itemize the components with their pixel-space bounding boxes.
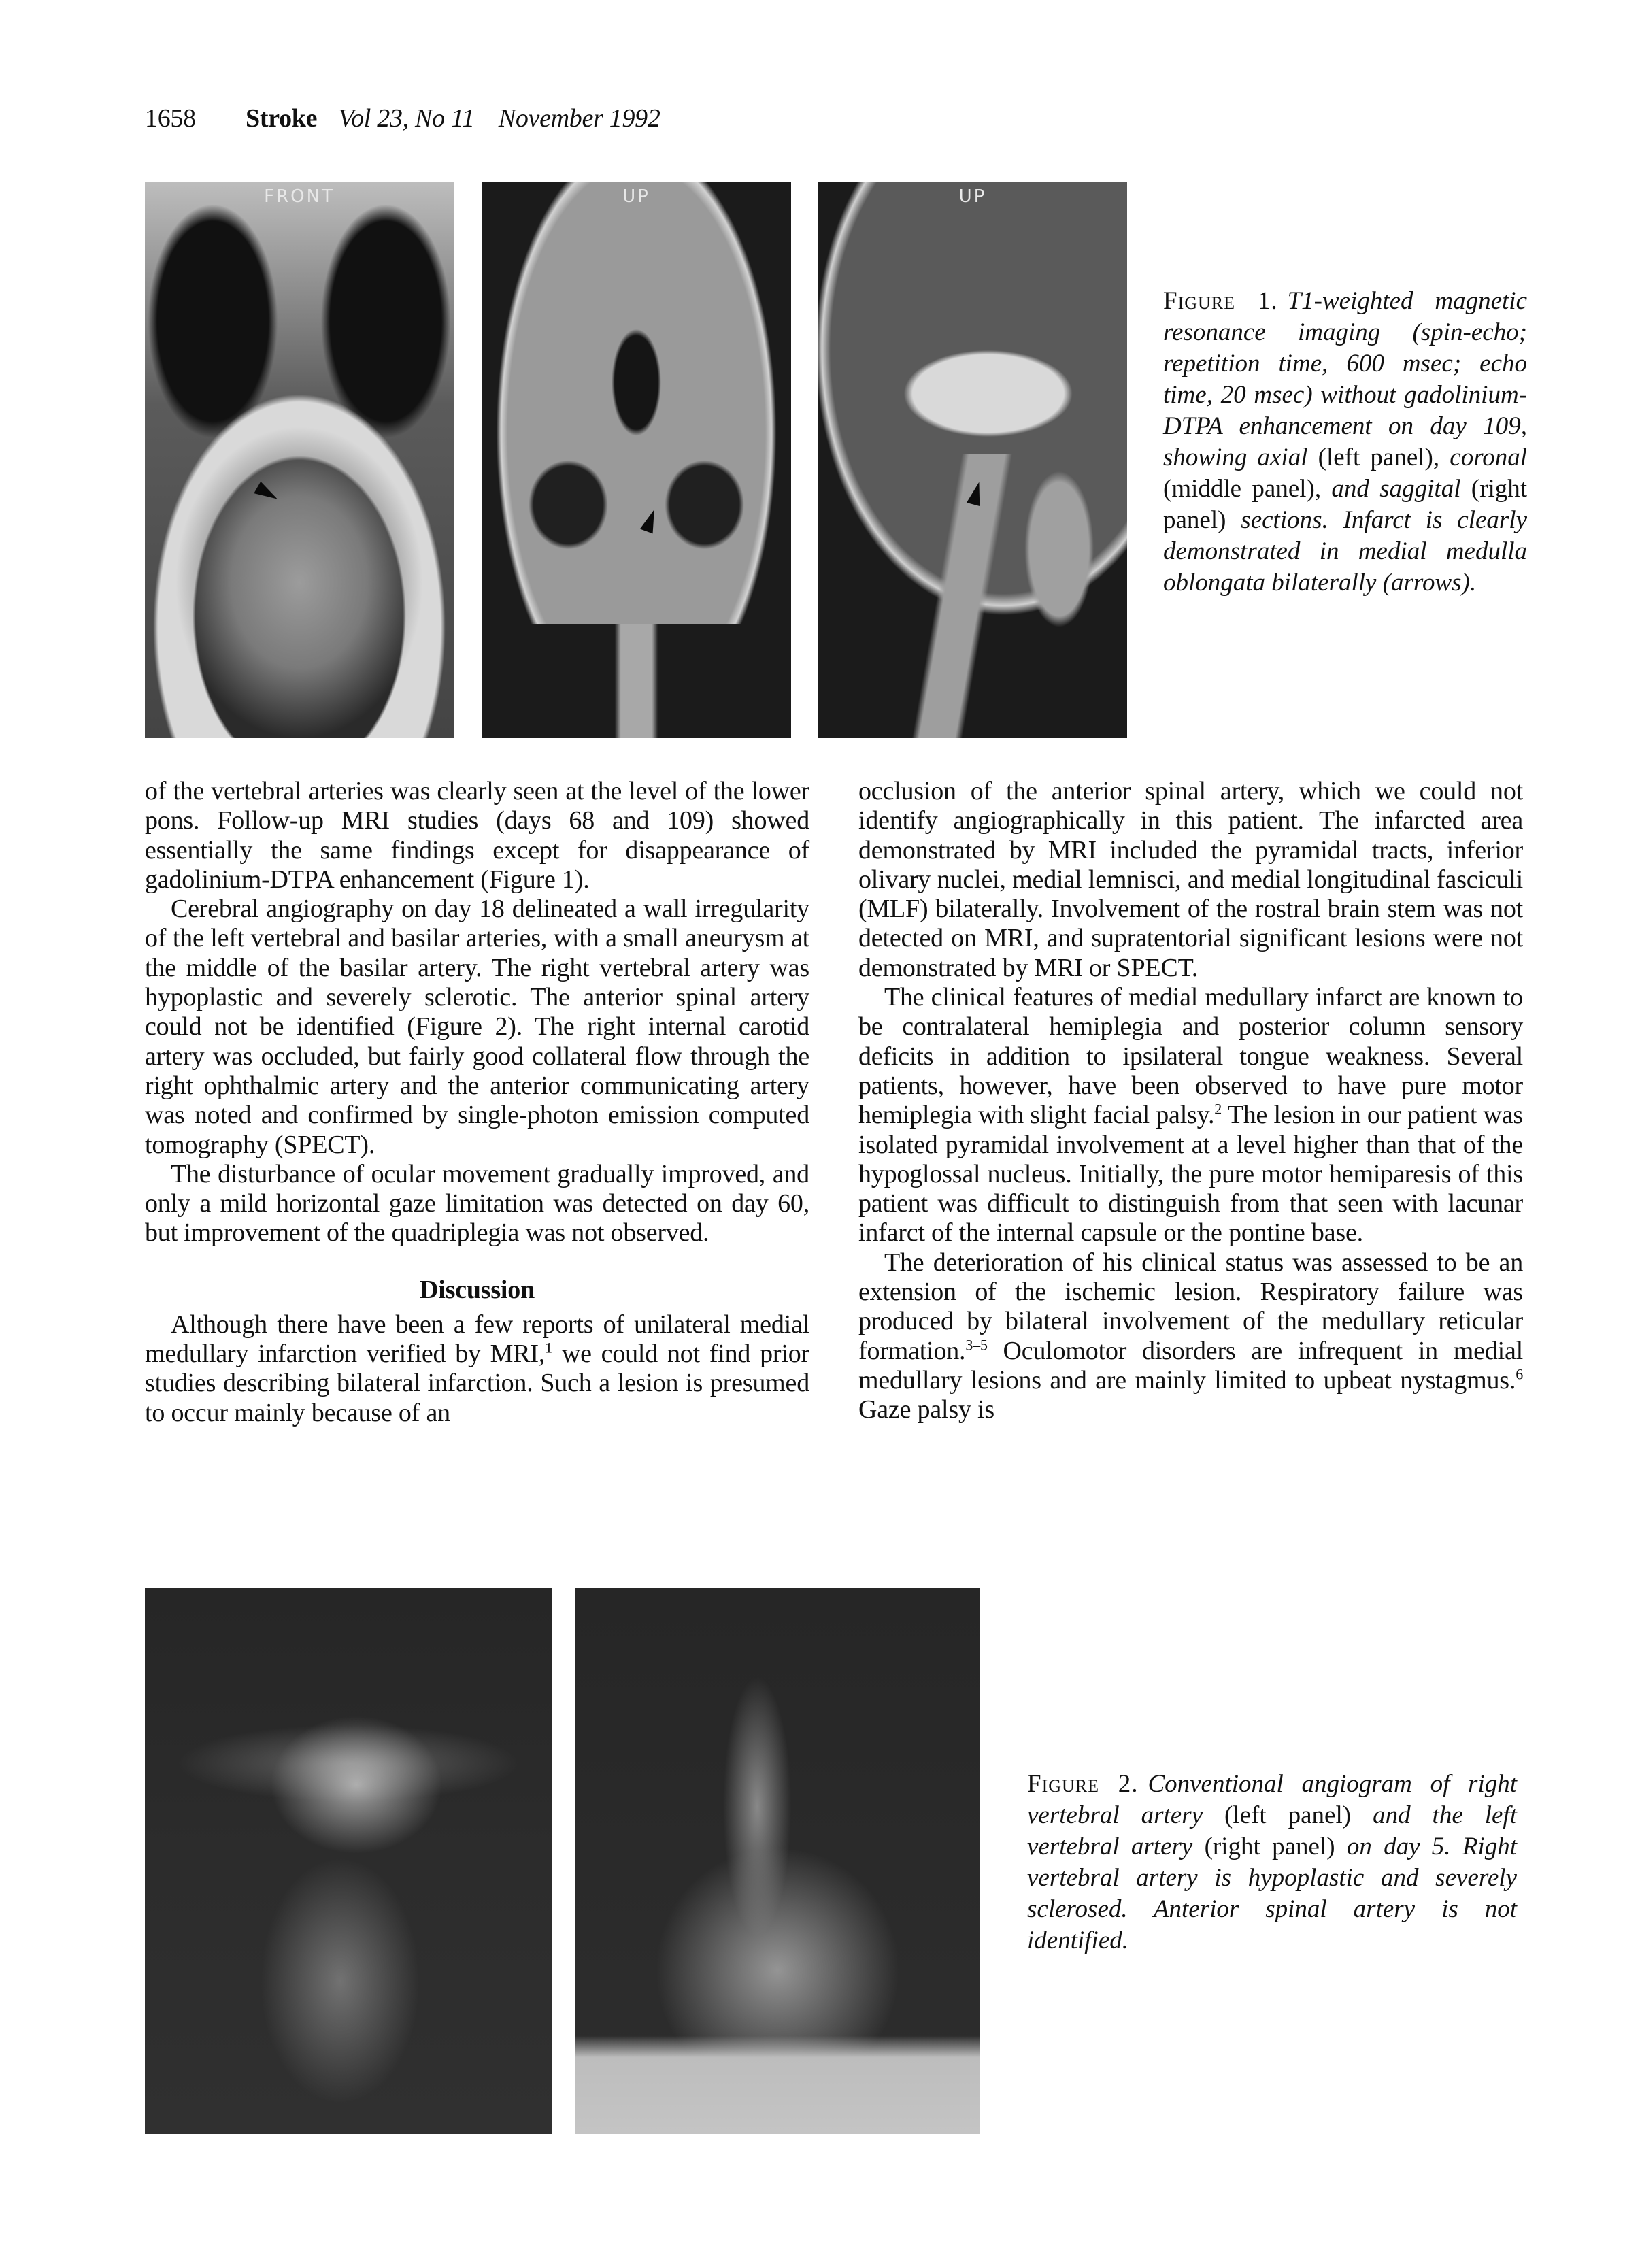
paragraph bbox=[145, 1310, 809, 1428]
orientation-label: FRONT bbox=[264, 186, 335, 207]
journal-issue: Vol 23, No 11 bbox=[338, 104, 475, 133]
figure-label: Figure 1. bbox=[1163, 287, 1278, 315]
reference-marker[interactable]: 6 bbox=[1516, 1365, 1523, 1383]
paragraph-text: Although there have been a few reports of unilateral medial medullary infarction verified by MRI, bbox=[145, 1310, 809, 1369]
arrow-icon bbox=[640, 507, 660, 534]
paragraph-text: The deterioration of his clinical status was assessed to be an extension of the ischemic lesion. Respiratory failure was produced by bilateral involvement of the medullary reticular formation. bbox=[858, 1248, 1523, 1365]
paragraph bbox=[858, 983, 1523, 1248]
paragraph-text: Oculomotor disorders are infrequent in medial medullary lesions and are mainly limited to upbeat nystagmus. bbox=[858, 1336, 1523, 1395]
caption-text: (middle panel), bbox=[1163, 475, 1332, 503]
caption-text: Conventional angiogram of right vertebral artery bbox=[1027, 1770, 1518, 1829]
journal-name: Stroke bbox=[246, 104, 318, 133]
body-column-right bbox=[858, 777, 1523, 1425]
reference-marker[interactable]: 2 bbox=[1214, 1100, 1222, 1118]
figure-label: Figure 2. bbox=[1027, 1770, 1139, 1798]
figure1-sagittal-mri-panel bbox=[818, 182, 1127, 738]
section-heading-discussion: Discussion bbox=[419, 1275, 535, 1304]
caption-text: on day 5. Right vertebral artery is hypoplastic and severely sclerosed. Anterior spinal artery is not identified. bbox=[1027, 1833, 1517, 1954]
caption-text: (left panel) bbox=[1203, 1801, 1373, 1829]
figure1-coronal-mri-panel bbox=[482, 182, 791, 738]
figure2-right-vertebral-angiogram-panel bbox=[145, 1588, 552, 2134]
figure2-caption bbox=[1027, 1769, 1517, 1956]
caption-text: (right panel) bbox=[1163, 475, 1528, 534]
caption-text: and saggital bbox=[1331, 475, 1461, 503]
orientation-label: UP bbox=[622, 186, 650, 207]
paragraph-text: The clinical features of medial medullary infarct are known to be contralateral hemiplegia and posterior column sensory deficits in addition to ipsilateral tongue weakness. Several patients, however, have been observed to have pure motor hemiplegia with slight facial palsy. bbox=[858, 983, 1523, 1130]
paragraph: Cerebral angiography on day 18 delineated a wall irregularity of the left vertebral and basilar arteries, with a small aneurysm at the middle of the basilar artery. The right vertebral artery was hypoplastic and severely sclerotic. The anterior spinal artery could not be identified (Figure 2). The right internal carotid artery was occluded, but fairly good collateral flow through the right ophthalmic artery and the anterior communicating artery was noted and confirmed by single-photon emission computed tomography (SPECT). bbox=[145, 895, 809, 1159]
paragraph-text: Gaze palsy is bbox=[858, 1395, 994, 1424]
figure2-left-vertebral-angiogram-panel bbox=[575, 1588, 980, 2134]
running-head bbox=[145, 103, 660, 133]
page-number: 1658 bbox=[145, 104, 196, 133]
arrow-icon bbox=[967, 480, 986, 506]
reference-marker[interactable]: 3–5 bbox=[965, 1335, 988, 1353]
caption-text: (right panel) bbox=[1192, 1833, 1347, 1861]
paragraph-text: we could not find prior studies describing bilateral infarction. Such a lesion is presumed to occur mainly because of an bbox=[145, 1339, 809, 1427]
orientation-label: UP bbox=[958, 186, 987, 207]
paragraph: of the vertebral arteries was clearly seen at the level of the lower pons. Follow-up MRI studies (days 68 and 109) showed essentially the same findings except for disappearance of gadolinium-DTPA enhancement (Figure 1). bbox=[145, 777, 809, 894]
body-column-left bbox=[145, 777, 809, 1428]
publication-date: November 1992 bbox=[498, 104, 660, 133]
reference-marker[interactable]: 1 bbox=[545, 1339, 552, 1356]
caption-text: (left panel), bbox=[1307, 444, 1450, 471]
caption-text: and the left vertebral artery bbox=[1027, 1801, 1517, 1861]
paragraph-text: The lesion in our patient was isolated pyramidal involvement at a level higher than that of the hypoglossal nucleus. Initially, the pure motor hemiparesis of this patient was difficult to distinguish from that seen with lacunar infarct of the internal capsule or the pontine base. bbox=[858, 1101, 1523, 1248]
paragraph bbox=[858, 1248, 1523, 1425]
arrow-icon bbox=[254, 482, 280, 505]
paragraph: occlusion of the anterior spinal artery, which we could not identify angiographically in this patient. The infarcted area demonstrated by MRI included the pyramidal tracts, inferior olivary nuclei, medial lemnisci, and medial longitudinal fasciculi (MLF) bilaterally. Involvement of the rostral brain stem was not detected on MRI, and supratentorial significant lesions were not demonstrated by MRI or SPECT. bbox=[858, 777, 1523, 982]
caption-text: coronal bbox=[1450, 444, 1527, 471]
paragraph: The disturbance of ocular movement gradually improved, and only a mild horizontal gaze limitation was detected on day 60, but improvement of the quadriplegia was not observed. bbox=[145, 1159, 809, 1248]
caption-text: T1-weighted magnetic resonance imaging (spin-echo; repetition time, 600 msec; echo time, 20 msec) without gadolinium-DTPA enhancement on day 109, showing axial bbox=[1163, 287, 1527, 471]
figure1-axial-mri-panel bbox=[145, 182, 454, 738]
caption-text: sections. Infarct is clearly demonstrated in medial medulla oblongata bilaterally (arrows). bbox=[1163, 506, 1528, 597]
figure1-caption bbox=[1163, 286, 1527, 599]
